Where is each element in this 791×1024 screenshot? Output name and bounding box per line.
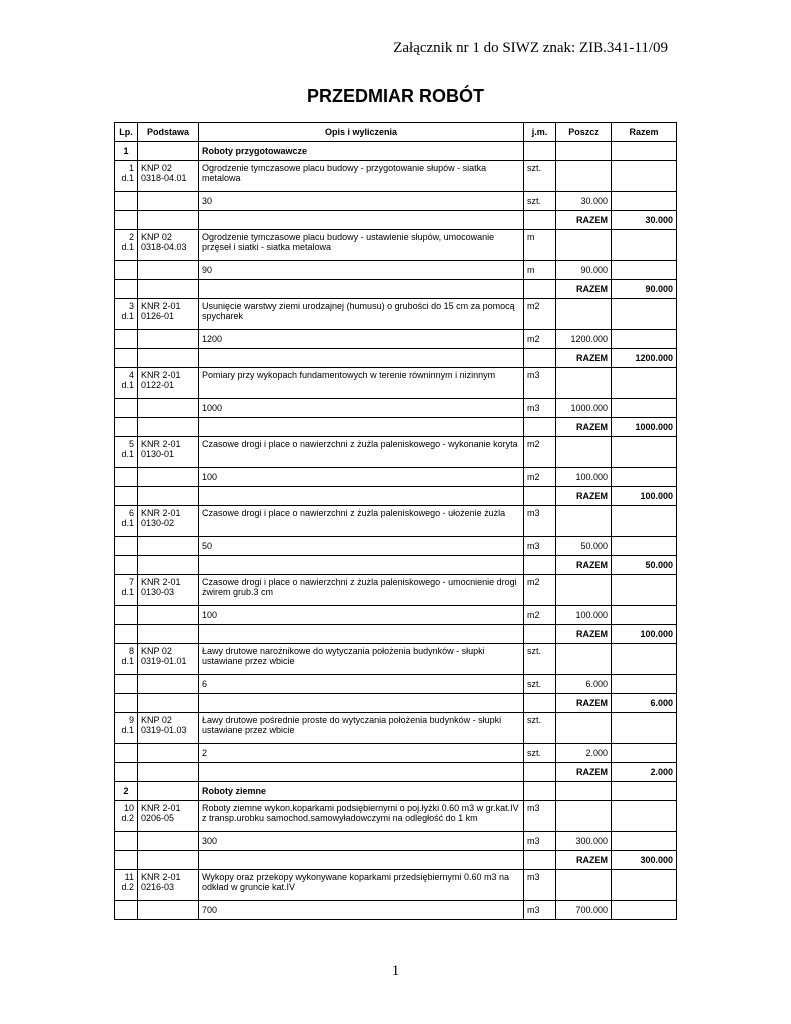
empty-cell xyxy=(556,870,612,901)
empty-cell xyxy=(115,694,138,713)
calc-unit: m2 xyxy=(524,330,556,349)
quantity-row xyxy=(115,330,677,349)
empty-cell xyxy=(115,399,138,418)
empty-cell xyxy=(612,782,677,801)
basis-code: 0319-01.03 xyxy=(141,725,187,735)
empty-cell xyxy=(612,230,677,261)
item-row xyxy=(115,506,677,537)
item-basis xyxy=(138,644,199,675)
empty-cell xyxy=(115,192,138,211)
empty-cell xyxy=(612,832,677,851)
item-position xyxy=(115,644,138,675)
empty-cell xyxy=(115,556,138,575)
empty-cell xyxy=(138,901,199,920)
quantity-row xyxy=(115,468,677,487)
sum-row xyxy=(115,349,677,368)
partial-quantity: 2.000 xyxy=(556,744,612,763)
basis-code: 0318-04.01 xyxy=(141,173,187,183)
quantity-row xyxy=(115,192,677,211)
quantity-row xyxy=(115,261,677,280)
empty-cell xyxy=(115,261,138,280)
empty-cell xyxy=(138,399,199,418)
empty-cell xyxy=(524,763,556,782)
item-row xyxy=(115,644,677,675)
empty-cell xyxy=(199,763,524,782)
sum-label: RAZEM xyxy=(556,418,612,437)
empty-cell xyxy=(612,801,677,832)
item-description: Ławy drutowe pośrednie proste do wytyczania położenia budynków - słupki ustawiane przez wbicie xyxy=(199,713,524,744)
item-total: 1200.000 xyxy=(612,349,677,368)
item-total: 1000.000 xyxy=(612,418,677,437)
item-row xyxy=(115,368,677,399)
empty-cell xyxy=(199,556,524,575)
item-department: d.1 xyxy=(121,587,134,597)
sum-row xyxy=(115,211,677,230)
empty-cell xyxy=(138,606,199,625)
item-department: d.1 xyxy=(121,173,134,183)
empty-cell xyxy=(138,556,199,575)
empty-cell xyxy=(612,399,677,418)
quantity-row xyxy=(115,832,677,851)
empty-cell xyxy=(556,713,612,744)
empty-cell xyxy=(138,280,199,299)
item-department: d.1 xyxy=(121,449,134,459)
empty-cell xyxy=(524,418,556,437)
item-department: d.1 xyxy=(121,380,134,390)
partial-quantity: 1000.000 xyxy=(556,399,612,418)
item-total: 300.000 xyxy=(612,851,677,870)
empty-cell xyxy=(115,537,138,556)
sum-label: RAZEM xyxy=(556,763,612,782)
item-total: 100.000 xyxy=(612,487,677,506)
partial-quantity: 300.000 xyxy=(556,832,612,851)
empty-cell xyxy=(612,299,677,330)
empty-cell xyxy=(199,349,524,368)
item-basis xyxy=(138,575,199,606)
section-number: 1 xyxy=(115,142,138,161)
item-total: 6.000 xyxy=(612,694,677,713)
empty-cell xyxy=(524,556,556,575)
item-position xyxy=(115,713,138,744)
item-description: Ogrodzenie tymczasowe placu budowy - przygotowanie słupów - siatka metalowa xyxy=(199,161,524,192)
empty-cell xyxy=(199,625,524,644)
item-department: d.1 xyxy=(121,518,134,528)
item-number: 11 xyxy=(124,872,134,882)
item-total: 100.000 xyxy=(612,625,677,644)
item-basis xyxy=(138,230,199,261)
empty-cell xyxy=(138,625,199,644)
section-name: Roboty przygotowawcze xyxy=(199,142,524,161)
item-description: Roboty ziemne wykon.koparkami podsiębiernymi o poj.łyżki 0.60 m3 w gr.kat.IV z transp.urobku samochod.samowyładowczymi na odległość do 1 km xyxy=(199,801,524,832)
empty-cell xyxy=(556,782,612,801)
item-row xyxy=(115,870,677,901)
basis-code: 0130-03 xyxy=(141,587,175,597)
item-description: Czasowe drogi i place o nawierzchni z żużla paleniskowego - ułożenie żużla xyxy=(199,506,524,537)
empty-cell xyxy=(115,851,138,870)
item-department: d.2 xyxy=(121,882,134,892)
calculation: 30 xyxy=(199,192,524,211)
empty-cell xyxy=(612,606,677,625)
calc-unit: szt. xyxy=(524,675,556,694)
empty-cell xyxy=(138,468,199,487)
item-basis xyxy=(138,368,199,399)
empty-cell xyxy=(138,192,199,211)
section-row xyxy=(115,142,677,161)
basis-code: 0126-01 xyxy=(141,311,175,321)
calculation: 50 xyxy=(199,537,524,556)
empty-cell xyxy=(115,744,138,763)
item-unit: szt. xyxy=(524,161,556,192)
calc-unit: szt. xyxy=(524,192,556,211)
basis-catalog: KNP 02 xyxy=(141,646,172,656)
calculation: 700 xyxy=(199,901,524,920)
item-total: 2.000 xyxy=(612,763,677,782)
empty-cell xyxy=(556,142,612,161)
basis-catalog: KNR 2-01 xyxy=(141,439,181,449)
empty-cell xyxy=(115,349,138,368)
empty-cell xyxy=(138,211,199,230)
sum-label: RAZEM xyxy=(556,211,612,230)
item-department: d.2 xyxy=(121,813,134,823)
item-description: Pomiary przy wykopach fundamentowych w terenie równinnym i nizinnym xyxy=(199,368,524,399)
quantity-row xyxy=(115,901,677,920)
partial-quantity: 6.000 xyxy=(556,675,612,694)
empty-cell xyxy=(612,368,677,399)
sum-label: RAZEM xyxy=(556,625,612,644)
empty-cell xyxy=(138,851,199,870)
empty-cell xyxy=(138,694,199,713)
document-title: PRZEDMIAR ROBÓT xyxy=(307,86,484,106)
empty-cell xyxy=(138,418,199,437)
item-basis xyxy=(138,161,199,192)
item-unit: szt. xyxy=(524,644,556,675)
empty-cell xyxy=(556,801,612,832)
partial-quantity: 50.000 xyxy=(556,537,612,556)
empty-cell xyxy=(138,261,199,280)
empty-cell xyxy=(115,675,138,694)
basis-code: 0319-01.01 xyxy=(141,656,187,666)
item-total: 30.000 xyxy=(612,211,677,230)
quantity-row xyxy=(115,537,677,556)
item-position xyxy=(115,230,138,261)
item-position xyxy=(115,368,138,399)
quantity-row xyxy=(115,675,677,694)
empty-cell xyxy=(199,280,524,299)
empty-cell xyxy=(115,468,138,487)
empty-cell xyxy=(115,606,138,625)
item-position xyxy=(115,870,138,901)
sum-row xyxy=(115,487,677,506)
calc-unit: szt. xyxy=(524,744,556,763)
basis-catalog: KNP 02 xyxy=(141,232,172,242)
item-total: 90.000 xyxy=(612,280,677,299)
basis-catalog: KNP 02 xyxy=(141,163,172,173)
empty-cell xyxy=(612,675,677,694)
col-header-qty: Poszcz xyxy=(556,123,612,142)
empty-cell xyxy=(115,280,138,299)
sum-label: RAZEM xyxy=(556,487,612,506)
item-unit: m3 xyxy=(524,506,556,537)
item-unit: m xyxy=(524,230,556,261)
empty-cell xyxy=(612,901,677,920)
partial-quantity: 100.000 xyxy=(556,468,612,487)
partial-quantity: 100.000 xyxy=(556,606,612,625)
empty-cell xyxy=(524,625,556,644)
item-row xyxy=(115,713,677,744)
empty-cell xyxy=(612,537,677,556)
item-number: 3 xyxy=(128,301,134,311)
item-basis xyxy=(138,506,199,537)
basis-catalog: KNR 2-01 xyxy=(141,803,181,813)
empty-cell xyxy=(199,851,524,870)
item-description: Ławy drutowe narożnikowe do wytyczania położenia budynków - słupki ustawiane przez wbicie xyxy=(199,644,524,675)
section-number: 2 xyxy=(115,782,138,801)
section-name: Roboty ziemne xyxy=(199,782,524,801)
empty-cell xyxy=(556,644,612,675)
item-number: 9 xyxy=(128,715,134,725)
item-basis xyxy=(138,299,199,330)
item-department: d.1 xyxy=(121,311,134,321)
sum-row xyxy=(115,694,677,713)
item-description: Ogrodzenie tymczasowe placu budowy - ustawienie słupów, umocowanie przęseł i siatki - siatka metalowa xyxy=(199,230,524,261)
calculation: 90 xyxy=(199,261,524,280)
empty-cell xyxy=(524,782,556,801)
calculation: 300 xyxy=(199,832,524,851)
basis-catalog: KNP 02 xyxy=(141,715,172,725)
calculation: 6 xyxy=(199,675,524,694)
item-number: 2 xyxy=(128,232,134,242)
col-header-desc: Opis i wyliczenia xyxy=(199,123,524,142)
quantity-row xyxy=(115,399,677,418)
empty-cell xyxy=(115,211,138,230)
item-position xyxy=(115,575,138,606)
item-unit: m3 xyxy=(524,368,556,399)
sum-label: RAZEM xyxy=(556,280,612,299)
empty-cell xyxy=(115,901,138,920)
calculation: 1200 xyxy=(199,330,524,349)
empty-cell xyxy=(556,575,612,606)
empty-cell xyxy=(115,418,138,437)
sum-row xyxy=(115,280,677,299)
empty-cell xyxy=(138,832,199,851)
empty-cell xyxy=(556,506,612,537)
empty-cell xyxy=(115,487,138,506)
calc-unit: m3 xyxy=(524,901,556,920)
basis-code: 0318-04.03 xyxy=(141,242,187,252)
empty-cell xyxy=(612,468,677,487)
partial-quantity: 700.000 xyxy=(556,901,612,920)
empty-cell xyxy=(524,142,556,161)
quantity-row xyxy=(115,744,677,763)
calc-unit: m3 xyxy=(524,537,556,556)
empty-cell xyxy=(612,870,677,901)
empty-cell xyxy=(138,675,199,694)
empty-cell xyxy=(524,211,556,230)
item-unit: m3 xyxy=(524,801,556,832)
basis-code: 0216-03 xyxy=(141,882,175,892)
item-number: 10 xyxy=(123,803,134,813)
empty-cell xyxy=(115,330,138,349)
item-number: 4 xyxy=(128,370,134,380)
table-body xyxy=(115,142,677,920)
item-row xyxy=(115,230,677,261)
sum-label: RAZEM xyxy=(556,349,612,368)
col-header-base: Podstawa xyxy=(138,123,199,142)
empty-cell xyxy=(612,713,677,744)
calc-unit: m xyxy=(524,261,556,280)
sum-label: RAZEM xyxy=(556,851,612,870)
sum-row xyxy=(115,625,677,644)
calc-unit: m3 xyxy=(524,399,556,418)
item-number: 1 xyxy=(128,163,134,173)
empty-cell xyxy=(138,142,199,161)
item-description: Czasowe drogi i place o nawierzchni z żużla paleniskowego - wykonanie koryta xyxy=(199,437,524,468)
empty-cell xyxy=(199,211,524,230)
empty-cell xyxy=(556,368,612,399)
empty-cell xyxy=(138,763,199,782)
empty-cell xyxy=(612,261,677,280)
empty-cell xyxy=(556,230,612,261)
empty-cell xyxy=(138,487,199,506)
col-header-unit: j.m. xyxy=(524,123,556,142)
bill-of-quantities-table xyxy=(114,122,677,920)
col-header-total: Razem xyxy=(612,123,677,142)
empty-cell xyxy=(115,625,138,644)
partial-quantity: 90.000 xyxy=(556,261,612,280)
calculation: 100 xyxy=(199,606,524,625)
item-unit: m2 xyxy=(524,299,556,330)
item-department: d.1 xyxy=(121,242,134,252)
basis-code: 0122-01 xyxy=(141,380,175,390)
empty-cell xyxy=(199,694,524,713)
sum-row xyxy=(115,556,677,575)
empty-cell xyxy=(524,487,556,506)
item-row xyxy=(115,437,677,468)
sum-label: RAZEM xyxy=(556,694,612,713)
calc-unit: m2 xyxy=(524,606,556,625)
item-position xyxy=(115,299,138,330)
empty-cell xyxy=(199,487,524,506)
basis-catalog: KNR 2-01 xyxy=(141,577,181,587)
calc-unit: m2 xyxy=(524,468,556,487)
empty-cell xyxy=(612,575,677,606)
basis-catalog: KNR 2-01 xyxy=(141,370,181,380)
partial-quantity: 1200.000 xyxy=(556,330,612,349)
empty-cell xyxy=(556,437,612,468)
empty-cell xyxy=(138,349,199,368)
empty-cell xyxy=(612,192,677,211)
empty-cell xyxy=(199,418,524,437)
sum-row xyxy=(115,418,677,437)
calculation: 1000 xyxy=(199,399,524,418)
empty-cell xyxy=(138,782,199,801)
empty-cell xyxy=(138,330,199,349)
item-number: 6 xyxy=(128,508,134,518)
item-position xyxy=(115,801,138,832)
basis-code: 0130-02 xyxy=(141,518,175,528)
attachment-reference: Załącznik nr 1 do SIWZ znak: ZIB.341-11/09 xyxy=(393,40,668,56)
calculation: 100 xyxy=(199,468,524,487)
section-row xyxy=(115,782,677,801)
item-description: Wykopy oraz przekopy wykonywane koparkami przedsiębiernymi 0.60 m3 na odkład w gruncie kat.IV xyxy=(199,870,524,901)
basis-code: 0206-05 xyxy=(141,813,175,823)
empty-cell xyxy=(612,644,677,675)
item-basis xyxy=(138,801,199,832)
item-row xyxy=(115,575,677,606)
empty-cell xyxy=(115,832,138,851)
empty-cell xyxy=(524,280,556,299)
item-unit: m3 xyxy=(524,870,556,901)
sum-row xyxy=(115,763,677,782)
item-position xyxy=(115,161,138,192)
basis-catalog: KNR 2-01 xyxy=(141,872,181,882)
item-number: 5 xyxy=(128,439,134,449)
item-unit: m2 xyxy=(524,575,556,606)
sum-row xyxy=(115,851,677,870)
quantity-row xyxy=(115,606,677,625)
empty-cell xyxy=(115,763,138,782)
item-row xyxy=(115,299,677,330)
item-position xyxy=(115,437,138,468)
item-basis xyxy=(138,437,199,468)
item-row xyxy=(115,801,677,832)
header-row xyxy=(115,123,677,142)
item-total: 50.000 xyxy=(612,556,677,575)
empty-cell xyxy=(138,744,199,763)
item-description: Usunięcie warstwy ziemi urodzajnej (humusu) o grubości do 15 cm za pomocą spycharek xyxy=(199,299,524,330)
empty-cell xyxy=(556,299,612,330)
basis-catalog: KNR 2-01 xyxy=(141,508,181,518)
calculation: 2 xyxy=(199,744,524,763)
empty-cell xyxy=(524,694,556,713)
partial-quantity: 30.000 xyxy=(556,192,612,211)
empty-cell xyxy=(612,330,677,349)
item-number: 8 xyxy=(128,646,134,656)
item-number: 7 xyxy=(128,577,134,587)
item-position xyxy=(115,506,138,537)
item-unit: szt. xyxy=(524,713,556,744)
empty-cell xyxy=(138,537,199,556)
empty-cell xyxy=(612,506,677,537)
item-department: d.1 xyxy=(121,656,134,666)
item-row xyxy=(115,161,677,192)
empty-cell xyxy=(612,142,677,161)
item-description: Czasowe drogi i place o nawierzchni z żużla paleniskowego - umocnienie drogi żwirem grub.3 cm xyxy=(199,575,524,606)
basis-code: 0130-01 xyxy=(141,449,175,459)
sum-label: RAZEM xyxy=(556,556,612,575)
item-department: d.1 xyxy=(121,725,134,735)
empty-cell xyxy=(524,851,556,870)
calc-unit: m3 xyxy=(524,832,556,851)
empty-cell xyxy=(612,161,677,192)
empty-cell xyxy=(612,437,677,468)
item-unit: m2 xyxy=(524,437,556,468)
empty-cell xyxy=(556,161,612,192)
item-basis xyxy=(138,870,199,901)
empty-cell xyxy=(524,349,556,368)
basis-catalog: KNR 2-01 xyxy=(141,301,181,311)
page-number: 1 xyxy=(391,963,400,979)
empty-cell xyxy=(612,744,677,763)
item-basis xyxy=(138,713,199,744)
col-header-lp: Lp. xyxy=(115,123,138,142)
